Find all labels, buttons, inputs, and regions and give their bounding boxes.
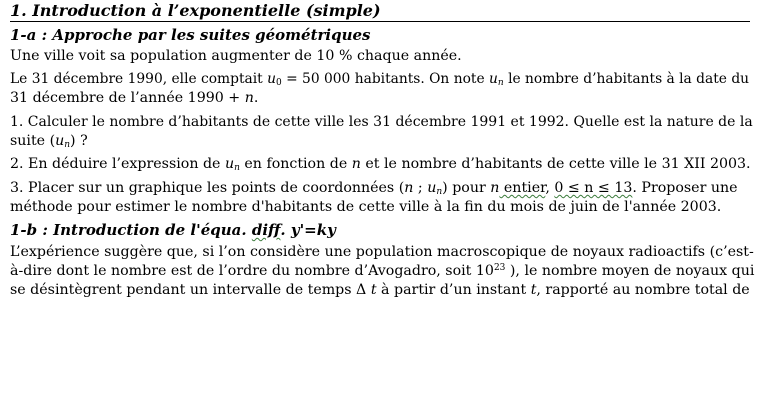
question-3-line-2: méthode pour estimer le nombre d'habitants de cette ville à la fin du mois de juin de l'année 2003. [10,199,722,215]
question-1 [10,113,753,151]
part-b-paragraph [10,243,755,300]
intro-text: Une ville voit sa population augmenter de 10 % chaque année. [10,48,462,64]
question-1-line-1: 1. Calculer le nombre d’habitants de cette ville les 31 décembre 1991 et 1992. Quelle est la nature de la [10,114,753,130]
question-2 [10,155,750,174]
question-2-line: 2. En déduire l’expression de $u_n$ en fonction de n et le nombre d’habitants de cette ville le 31 XII 2003. [10,156,751,173]
population-line-1: Le 31 décembre 1990, elle comptait $u_0 = 50$ 000 habitants. On note $u_n$ le nombre d’habitants à la date du [10,71,750,88]
intro-paragraph [10,47,750,66]
question-3-line-1: 3. Placer sur un graphique les points de coordonnées (n ; $u_n$) pour n entier, 0 ≤ n ≤ 13. Proposer une [10,180,738,197]
part-b-line-1: L’expérience suggère que, si l’on considère une population macroscopique de noyaux radioactifs (c’est- [10,244,754,260]
question-1-line-2: suite $(u_n)$ ? [10,133,88,150]
section-title: 1. Introduction à l’exponentielle (simple) [10,2,750,22]
part-b-line-3: se désintègrent pendant un intervalle de temps Δ t à partir d’un instant t, rapporté au nombre total de [10,282,750,298]
question-3 [10,179,750,217]
population-paragraph [10,70,750,108]
part-b-title: 1-b : Introduction de l'équa. diff. y'=ky [10,221,336,239]
population-line-2: 31 décembre de l’année 1990 + n. [10,90,259,106]
part-b-line-2: à-dire dont le nombre est de l’ordre du nombre d’Avogadro, soit $10^{23}$ ), le nombre moyen de noyaux qui [10,263,755,279]
part-a-title: 1-a : Approche par les suites géométriques [10,26,371,44]
